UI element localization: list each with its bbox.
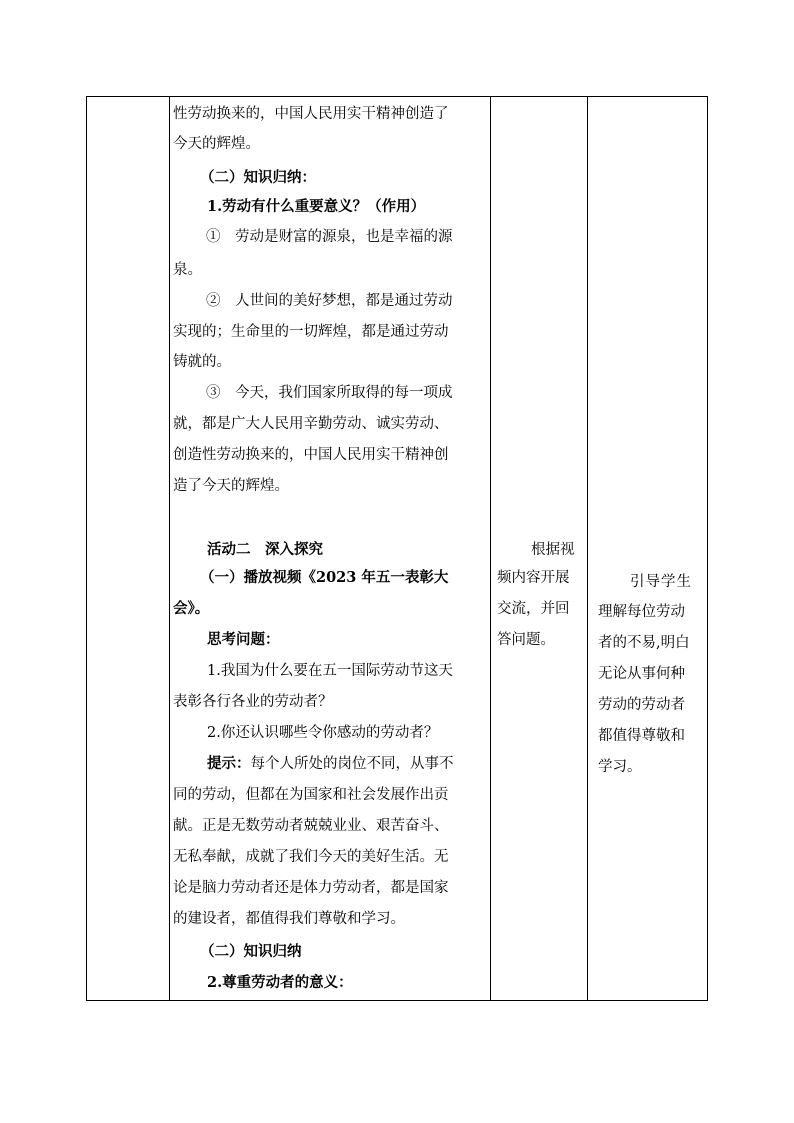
content-line: 就，都是广大人民用辛勤劳动、诚实劳动、 [173,416,449,432]
content-line: 实现的；生命里的一切辉煌，都是通过劳动 [173,324,449,340]
content-line: 同的劳动，但都在为国家和社会发展作出贡 [173,787,449,803]
activity-line: 根据视 [531,542,575,558]
content-line: ② 人世间的美好梦想，都是通过劳动 [206,293,453,309]
content-line: ③ 今天，我们国家所取得的每一项成 [206,385,453,401]
intent-line: 无论从事何种 [598,666,685,682]
intent-line: 引导学生 [630,574,692,590]
hint-line [207,755,454,773]
intent-line: 劳动的劳动者 [598,697,685,713]
content-line: ① 劳动是财富的源泉，也是幸福的源 [206,229,453,245]
content-line: 献。正是无数劳动者兢兢业业、艰苦奋斗、 [173,818,449,834]
section-heading: （一）播放视频《2023 年五一表彰大 [200,569,449,586]
content-line: 造了今天的辉煌。 [173,478,289,494]
intent-line: 理解每位劳动 [598,604,685,620]
section-heading: （二）知识归纳 [200,943,302,960]
content-line: 创造性劳动换来的，中国人民用实干精神创 [173,447,449,463]
activity-line: 频内容开展 [497,570,570,586]
teaching-content-cell [170,97,490,1000]
content-line: 的建设者，都值得我们尊敬和学习。 [173,911,405,927]
intent-line: 学习。 [598,759,642,775]
content-line: 2.你还认识哪些令你感动的劳动者？ [207,725,439,741]
content-line: 表彰各行各业的劳动者？ [173,694,333,710]
intent-line: 都值得尊敬和 [598,728,685,744]
content-line: 铸就的。 [173,354,231,370]
questions-heading: 思考问题： [207,631,280,648]
content-line: 无私奉献，成就了我们今天的美好生活。无 [173,849,449,865]
content-line: 论是脑力劳动者还是体力劳动者，都是国家 [173,880,449,896]
lesson-table [86,96,708,1001]
hint-label: 提示： [207,755,251,772]
intent-line: 者的不易,明白 [598,635,690,651]
design-intent-cell [588,97,708,1000]
content-line: 泉。 [173,262,202,278]
student-activity-cell [491,97,587,1000]
content-line: 性劳动换来的，中国人民用实干精神创造了 [173,106,449,122]
activity-heading: 活动二 深入探究 [207,541,323,558]
activity-line: 答问题。 [497,632,555,648]
hint-text: 每个人所处的岗位不同，从事不 [250,756,454,772]
activity-line: 交流，并回 [497,601,570,617]
section-heading: （二）知识归纳： [200,169,316,186]
section-heading: 会》。 [173,600,210,617]
content-line: 今天的辉煌。 [173,136,260,152]
question-heading: 2.尊重劳动者的意义： [207,974,353,991]
content-line: 1.我国为什么要在五一国际劳动节这天 [207,663,453,679]
question-heading: 1.劳动有什么重要意义？（作用） [207,198,426,215]
